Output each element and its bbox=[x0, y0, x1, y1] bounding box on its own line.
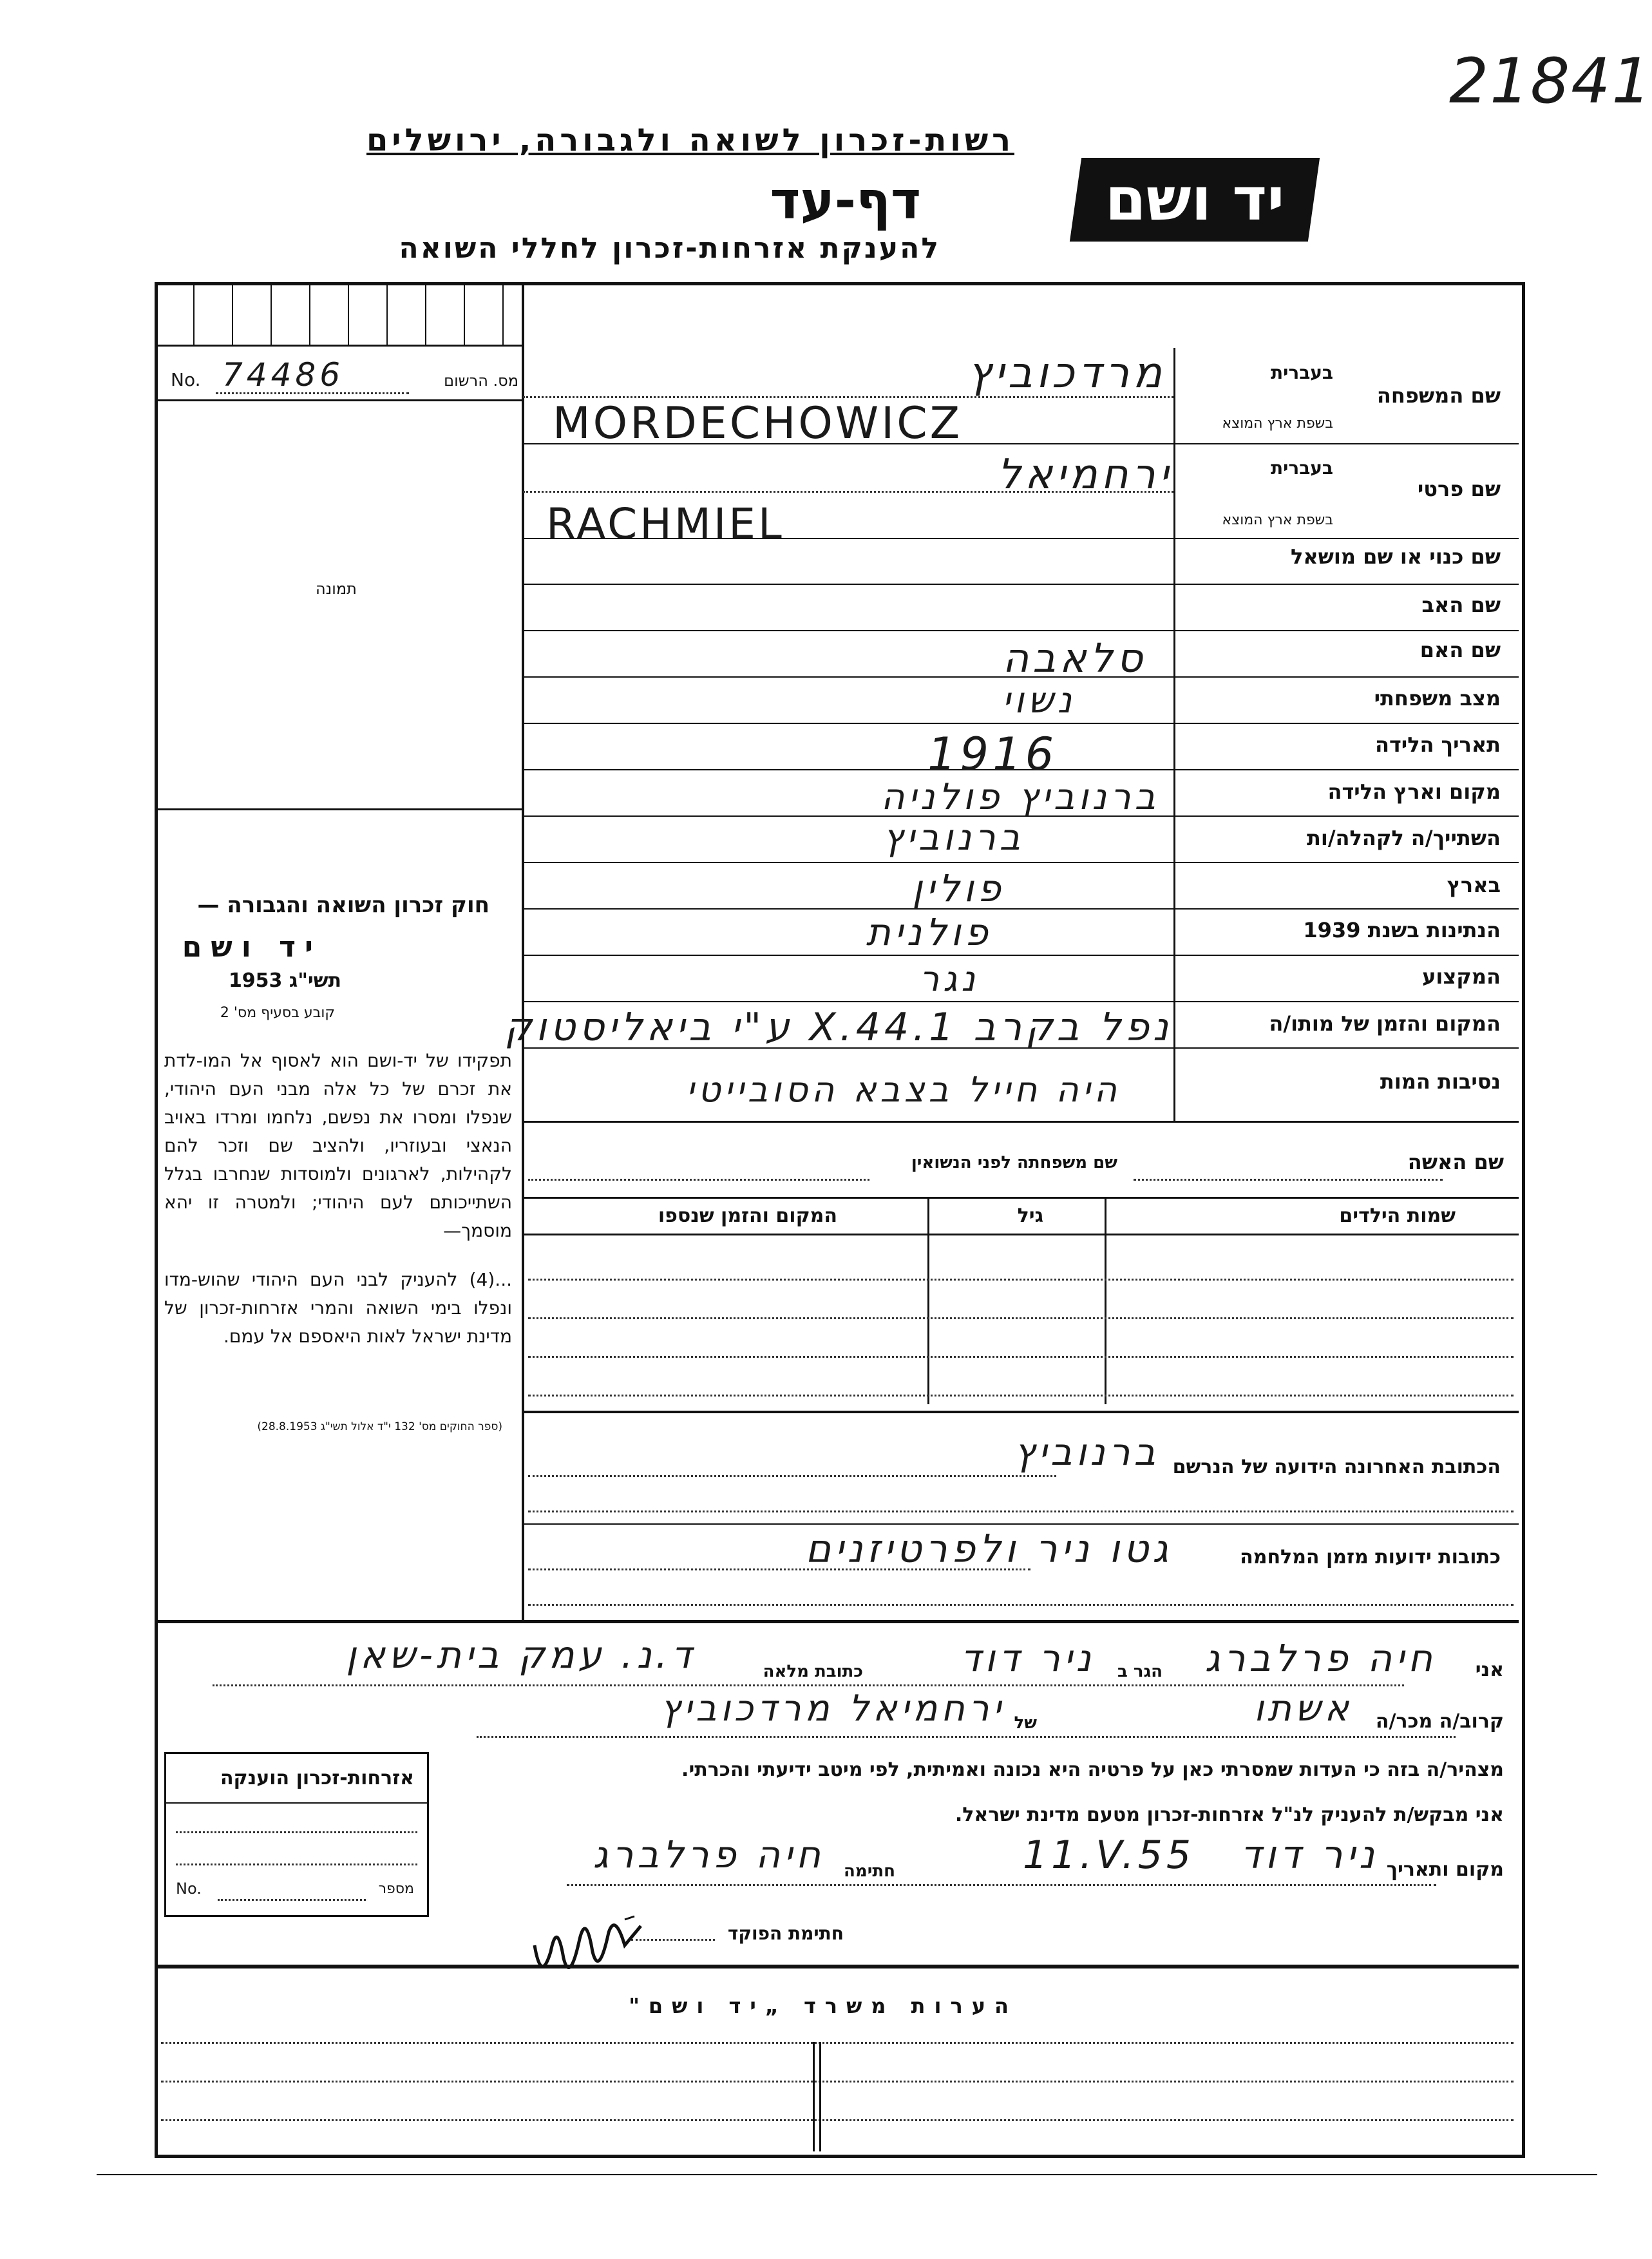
profession-value: נגר bbox=[919, 958, 979, 999]
community-value: ברנוביץ bbox=[883, 817, 1024, 859]
dotted-line bbox=[528, 1568, 1030, 1570]
firstname-origin-label: בשפת ארץ המוצא bbox=[1222, 512, 1333, 528]
father-label: שם האב bbox=[1421, 593, 1501, 617]
dotted-line bbox=[528, 1604, 1514, 1606]
divider bbox=[155, 345, 523, 347]
officer-label: חתימת הפוקד bbox=[727, 1923, 844, 1944]
photo-label: תמונה bbox=[316, 580, 357, 598]
divider bbox=[193, 283, 195, 345]
no-label: No. bbox=[171, 369, 201, 390]
divider bbox=[386, 283, 388, 345]
wife-label: שם האשה bbox=[1407, 1150, 1504, 1174]
dotted-line bbox=[176, 1831, 417, 1833]
divider bbox=[523, 630, 1519, 631]
divider bbox=[166, 1802, 427, 1804]
dotted-line bbox=[477, 1736, 1456, 1738]
last-address-value: ברנוביץ bbox=[1014, 1430, 1159, 1474]
law-title: חוק זכרון השואה והגבורה — bbox=[197, 892, 489, 918]
divider bbox=[927, 1198, 929, 1404]
award-no-label: No. bbox=[176, 1880, 202, 1898]
relation-label: קרוב/ה מכר/ה bbox=[1375, 1710, 1504, 1733]
dotted-line bbox=[218, 1899, 366, 1901]
place-value: ניר דוד bbox=[1240, 1833, 1378, 1878]
award-title: אזרחות-זכרון הוענקה bbox=[220, 1767, 414, 1789]
divider bbox=[523, 1001, 1519, 1002]
divider bbox=[523, 723, 1519, 724]
yad-vashem-logo bbox=[1070, 158, 1320, 242]
dotted-line bbox=[528, 1511, 1514, 1512]
firstname-origin-value: RACHMIEL bbox=[546, 499, 784, 549]
surname-label: שם המשפחה bbox=[1376, 383, 1501, 408]
registration-number bbox=[171, 356, 518, 396]
children-place-header: המקום והזמן שנספו bbox=[658, 1205, 837, 1227]
marital-label: מצב משפחתי bbox=[1374, 686, 1501, 710]
profession-label: המקצוע bbox=[1422, 964, 1501, 989]
divider bbox=[309, 283, 310, 345]
resident-value: ניר דוד bbox=[960, 1636, 1095, 1680]
dotted-line bbox=[1134, 1179, 1443, 1181]
divider bbox=[1173, 348, 1175, 1121]
divider bbox=[523, 1523, 1519, 1525]
law-source: (ספר החוקים מס' 132 י"ד אלול תשי"ג 28.8.1953) bbox=[257, 1420, 502, 1433]
divider bbox=[523, 1234, 1519, 1235]
divider bbox=[271, 283, 272, 345]
place-date-label: מקום ותאריך bbox=[1386, 1858, 1504, 1881]
dotted-line bbox=[161, 2119, 1514, 2121]
community-label: השתייך/ה לקהלה/ות bbox=[1306, 826, 1501, 850]
table-row bbox=[528, 1279, 1514, 1281]
law-year: תשי"ג 1953 bbox=[228, 969, 341, 992]
table-row bbox=[528, 1317, 1514, 1319]
divider bbox=[523, 1197, 1519, 1199]
dotted-line bbox=[567, 1884, 1436, 1886]
mother-value: סלאבה bbox=[1002, 634, 1146, 682]
birthdate-label: תאריך הלידה bbox=[1374, 732, 1501, 757]
country-value: פולין bbox=[912, 866, 1005, 910]
award-number-label: מספר bbox=[378, 1881, 414, 1897]
surname-origin-label: בשפת ארץ המוצא bbox=[1222, 415, 1333, 432]
dotted-line bbox=[528, 1179, 869, 1181]
firstname-label: שם פרטי bbox=[1417, 477, 1501, 501]
resident-label: הגר ב bbox=[1117, 1662, 1163, 1681]
signature-label: חתימה bbox=[844, 1862, 895, 1881]
logo-text: יד ושם bbox=[1105, 165, 1285, 234]
birthdate-value: 1916 bbox=[927, 728, 1058, 781]
declarant-name: חיה פרלברג bbox=[1204, 1636, 1436, 1680]
wartime-address-value: גטו ניר ולפרטיזנים bbox=[805, 1527, 1172, 1572]
declarant-i-label: אני bbox=[1475, 1659, 1504, 1681]
divider bbox=[819, 2042, 821, 2151]
wartime-address-label: כתובות ידועות מזמן המלחמה bbox=[1240, 1546, 1501, 1568]
divider bbox=[522, 283, 524, 1620]
of-label: של bbox=[1014, 1713, 1037, 1733]
dotted-line bbox=[161, 2042, 1514, 2044]
document-title: דף-עד bbox=[770, 171, 921, 231]
citizenship-value: פולנית bbox=[866, 910, 992, 954]
law-clause: קובע בסעיף מס' 2 bbox=[220, 1005, 335, 1021]
table-row bbox=[528, 1395, 1514, 1396]
request-text: אני מבקש/ת להעניק לנ"ל אזרחות-זכרון מטעם מדינת ישראל. bbox=[954, 1804, 1504, 1826]
divider bbox=[464, 283, 465, 345]
marital-value: נשוי bbox=[1002, 680, 1076, 721]
address-value: ד.נ. עמק בית-שאן bbox=[346, 1633, 696, 1677]
divider bbox=[155, 1620, 1519, 1623]
divider bbox=[155, 399, 523, 401]
divider bbox=[523, 1411, 1519, 1413]
table-row bbox=[528, 1356, 1514, 1358]
of-value: ירחמיאל מרדכוביץ bbox=[660, 1688, 1005, 1730]
firstname-hebrew-value: ירחמיאל bbox=[997, 451, 1172, 499]
surname-hebrew-label: בעברית bbox=[1270, 362, 1333, 383]
archive-number: 21841 bbox=[1449, 45, 1652, 117]
divider bbox=[232, 283, 233, 345]
divider bbox=[523, 584, 1519, 585]
divider bbox=[97, 2174, 1597, 2175]
registration-label: מס. הרשום bbox=[444, 372, 518, 390]
divider bbox=[523, 1121, 1519, 1123]
nickname-label: שם כנוי או שם מושאל bbox=[1290, 544, 1501, 569]
divider bbox=[425, 283, 426, 345]
death-place-value: נפל בקרב 1.X.44 ע"י ביאליסטוק bbox=[504, 1005, 1172, 1050]
registration-value: 74486 bbox=[222, 356, 345, 394]
death-cause-label: נסיבות המות bbox=[1380, 1069, 1501, 1094]
divider bbox=[523, 955, 1519, 956]
wife-maiden-label: שם משפחתה לפני הנשואין bbox=[911, 1153, 1117, 1172]
divider bbox=[813, 2042, 815, 2151]
firstname-hebrew-label: בעברית bbox=[1270, 457, 1333, 479]
birthplace-value: ברנוביץ פולניה bbox=[880, 776, 1159, 818]
signature-value: חיה פרלברג bbox=[593, 1833, 824, 1876]
last-address-label: הכתובת האחרונה הידועה של הנרשם bbox=[1172, 1456, 1501, 1478]
death-place-label: המקום והזמן של מותו/ה bbox=[1269, 1011, 1501, 1036]
divider bbox=[502, 283, 504, 345]
divider bbox=[523, 862, 1519, 863]
authority-name: רשות-זכרון לשואה ולגבורה, ירושלים bbox=[366, 122, 1014, 158]
dotted-line bbox=[176, 1863, 417, 1865]
children-names-header: שמות הילדים bbox=[1339, 1205, 1456, 1227]
children-age-header: גיל bbox=[1017, 1205, 1043, 1227]
death-cause-value: היה חייל בצבא הסובייטי bbox=[686, 1069, 1121, 1110]
dotted-line bbox=[213, 1684, 1404, 1686]
mother-label: שם האם bbox=[1419, 638, 1501, 662]
document-subtitle: להענקת אזרחות-זכרון לחללי השואה bbox=[399, 232, 940, 265]
office-notes-title: הערות משרד „יד ושם" bbox=[629, 1994, 1018, 2018]
country-label: בארץ bbox=[1447, 873, 1501, 897]
citizenship-label: הנתינות בשנת 1939 bbox=[1303, 918, 1501, 942]
divider bbox=[155, 808, 523, 810]
date-value: 11.V.55 bbox=[1023, 1833, 1195, 1878]
dotted-line bbox=[216, 392, 409, 394]
divider bbox=[1105, 1198, 1106, 1404]
divider bbox=[155, 1965, 1519, 1968]
declaration-text: מצהיר/ה בזה כי העדות שמסרתי כאן על פרטיה היא נכונה ואמיתית, לפי מיטב ידיעתי והכרתי. bbox=[681, 1759, 1504, 1781]
surname-hebrew-value: מרדכוביץ bbox=[967, 348, 1166, 397]
divider bbox=[523, 908, 1519, 910]
law-paragraph-1: תפקידו של יד-ושם הוא לאסוף אל המו-לדת את זכרם של כל אלה מבני העם היהודי, שנפלו ומסרו את נפשם, נלחמו ומרדו באויב הנאצי ובעוזריו, ולהציב שם וזכר להם לקהילות, לארגונים ולמוסדות שנחרבו בגלל השתייכותם לעם היהודי; ולמטרה זו יהא מוסמך— bbox=[164, 1050, 512, 1241]
divider bbox=[348, 283, 349, 345]
relation-value: אשתו bbox=[1253, 1688, 1353, 1730]
address-label: כתובת מלאה bbox=[763, 1662, 863, 1681]
birthplace-label: מקום וארץ הלידה bbox=[1327, 779, 1501, 804]
award-box bbox=[164, 1752, 429, 1917]
surname-origin-value: MORDECHOWICZ bbox=[553, 398, 963, 449]
law-name: יד ושם bbox=[182, 931, 322, 964]
dotted-line bbox=[161, 2081, 1514, 2083]
dotted-line bbox=[528, 1475, 1056, 1477]
law-paragraph-2: ...(4) להעניק לבני העם היהודי שהוש-מדו ונפלו בימי השואה והמרי אזרחות-זכרון של מדינת ישראל לאות היאספם אל עמם. bbox=[164, 1269, 512, 1347]
officer-signature bbox=[528, 1900, 657, 1990]
